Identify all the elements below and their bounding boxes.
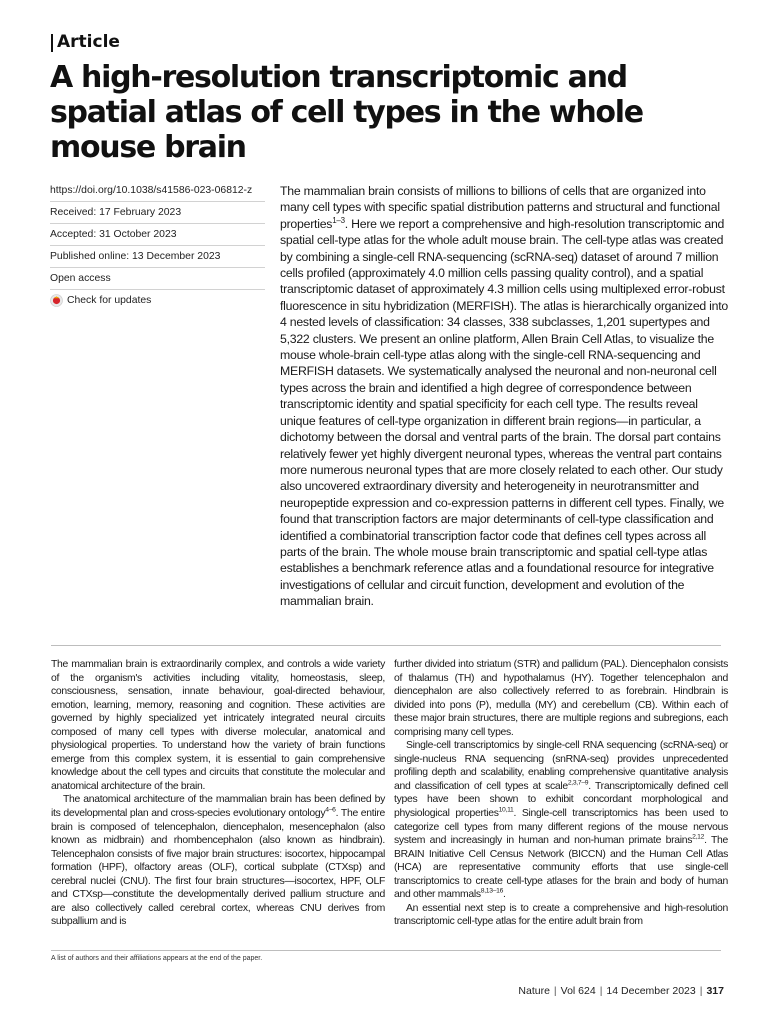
footer-separator: | (553, 985, 557, 997)
check-for-updates-icon (50, 294, 63, 307)
abstract-divider (51, 645, 721, 646)
section-label: Article (57, 32, 120, 52)
article-metadata (50, 180, 265, 311)
abstract-text-2: . Here we report a comprehensive and high-resolution transcriptomic and spatial cell-type atlas for the whole adult mouse brain. The cell-type atlas was created by combining a single-cell RNA-sequencing (scRNA-seq) dataset of around 7 million cells profiled (approximately 4.0 million cells passing quality control), and a spatial transcriptomic dataset of approximately 4.3 million cells using multiplexed error-robust fluorescence in situ hybridization (MERFISH). The atlas is hierarchically organized into 4 nested levels of classification: 34 classes, 338 subclasses, 1,201 supertypes and 5,322 clusters. We present an online platform, Allen Brain Cell Atlas, to visualize the mouse whole-brain cell-type atlas along with the single-cell RNA-sequencing and MERFISH datasets. We systematically analysed the neuronal and non-neuronal cell types across the brain and identified a high degree of correspondence between transcriptomic identity and spatial specificity for each cell type. The results reveal unique features of cell-type organization in different brain regions—in particular, a dichotomy between the dorsal and ventral parts of the brain. The dorsal part contains relatively fewer yet highly divergent neuronal types, whereas the ventral part contains more numerous neuronal types that are more closely related to each other. Our study also uncovered extraordinary diversity and heterogeneity in neurotransmitter and neuropeptide expression and co-expression patterns in different cell types. Finally, we found that transcription factors are major determinants of cell-type classification and identified a combinatorial transcription factor code that defines cell types across all parts of the brain. The whole mouse brain transcriptomic and spatial cell-type atlas establishes a benchmark reference atlas and a foundational resource for integrative investigations of cellular and circuit function, development and evolution of the mammalian brain. (280, 216, 728, 609)
journal-volume: Vol 624 (560, 985, 596, 997)
citation-ref[interactable]: 4–6 (325, 806, 336, 814)
top-accent-bar (51, 34, 53, 52)
body-text: . (503, 889, 506, 901)
abstract-ref-1[interactable]: 1–3 (332, 215, 345, 225)
body-text: The anatomical architecture of the mammalian brain has been defined by its developmental plan and cross-species evolutionary ontology (51, 794, 385, 820)
page-footer (505, 985, 724, 997)
accepted-date: Accepted: 31 October 2023 (50, 224, 265, 246)
body-paragraph: The mammalian brain is extraordinarily complex, and controls a wide variety of the organism's activities including vitality, homeostasis, sleep, consciousness, sensation, innate behaviour, goal-directed behaviour, emotion, learning, memory, reasoning and cognition. These activities are governed by highly specialized yet intricately integrated neural circuits composed of many cell types with diverse molecular, anatomical and physiological properties. To understand how the variety of brain functions emerge from this complex system, it is essential to gain comprehensive knowledge about the cell types and circuits that constitute the molecular and anatomical architecture of the brain. (51, 659, 385, 792)
published-date: Published online: 13 December 2023 (50, 246, 265, 268)
body-text: . Transcriptomically defined cell types have been shown to exhibit concordant morphological and physiological properties (394, 780, 728, 820)
body-text: Single-cell transcriptomics by single-cell RNA sequencing (scRNA-seq) or single-nucleus RNA sequencing (snRNA-seq) provides unprecedented profiling depth and scalability, enabling comprehensive quantitative analysis and classification of cell types at scale (394, 740, 728, 792)
body-text: . The entire brain is composed of telencephalon, diencephalon, mesencephalon (also known as midbrain) and rhombencephalon (also known as hindbrain). Telencephalon consists of five major brain structures: isocortex, hippocampal formation (HPF), olfactory areas (OLF), cortical subplate (CTXsp) and cerebral nuclei (CNU). The first four brain structures—isocortex, HPF, OLF and CTXsp—constitute the developmentally derived pallium structure and are also collectively called cerebral cortex, whereas CNU derives from subpallium and is (51, 808, 385, 928)
citation-ref[interactable]: 10,11 (498, 806, 514, 814)
body-text: . The BRAIN Initiative Cell Census Network (BICCN) and the Human Cell Atlas (HCA) are representative community efforts that use single-cell transcriptomics to create cell-type atlases for the brain and body of human and other mammals (394, 835, 728, 901)
journal-name: Nature (518, 985, 550, 997)
citation-ref[interactable]: 8,13–16 (480, 887, 504, 895)
footnote: A list of authors and their affiliations appears at the end of the paper. (51, 955, 263, 962)
citation-ref[interactable]: 2,12 (692, 833, 705, 841)
article-title: A high-resolution transcriptomic and spatial atlas of cell types in the whole mouse brain (50, 60, 643, 165)
issue-date: 14 December 2023 (606, 985, 696, 997)
open-access-label: Open access (50, 268, 265, 290)
body-paragraph: An essential next step is to create a comprehensive and high-resolution transcriptomic cell-type atlas for the entire adult brain from (394, 902, 728, 928)
page-number: 317 (706, 985, 724, 997)
footnote-divider (51, 950, 721, 951)
body-column-left (51, 658, 385, 929)
doi-link[interactable]: https://doi.org/10.1038/s41586-023-06812-z (50, 180, 265, 202)
body-text: . Single-cell transcriptomics has been used to categorize cell types from many different regions of the mouse nervous system and increasingly in human and non-human primate brains (394, 808, 728, 847)
check-for-updates-label: Check for updates (67, 295, 152, 306)
body-column-right (394, 658, 728, 929)
abstract (280, 183, 730, 610)
citation-ref[interactable]: 2,3,7–9 (567, 779, 589, 787)
footer-separator: | (699, 985, 703, 997)
body-paragraph (51, 793, 385, 928)
check-for-updates-button[interactable] (50, 290, 265, 311)
footer-separator: | (599, 985, 603, 997)
body-paragraph: further divided into striatum (STR) and pallidum (PAL). Diencephalon consists of thalamus (TH) and hypothalamus (HY). Together telencephalon and diencephalon are also collectively referred to as forebrain. Hindbrain is divided into pons (P), medulla (MY) and cerebellum (CB). Within each of these major brain structures, there are multiple regions and subregions, each comprising many cell types. (394, 659, 728, 738)
body-paragraph (394, 739, 728, 902)
received-date: Received: 17 February 2023 (50, 202, 265, 224)
abstract-text-1: The mammalian brain consists of millions to billions of cells that are organized into many cell types with specific spatial distribution patterns and structural and functional properties (280, 184, 720, 231)
